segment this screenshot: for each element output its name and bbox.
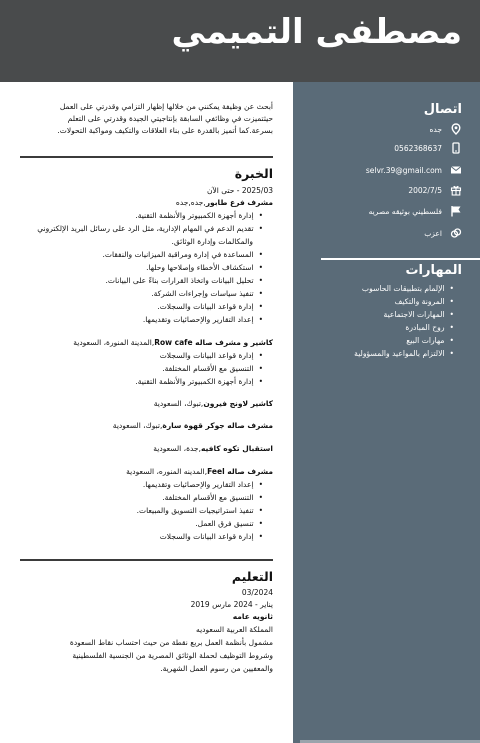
skills-title: المهارات — [405, 263, 462, 278]
contact-nationality — [369, 203, 462, 219]
section-divider — [20, 559, 273, 561]
job-location: ,تبوك، السعودية — [153, 399, 204, 408]
skill-item: • المرونة والتكيف — [395, 297, 454, 306]
contact-email-text: selvr.39@gmail.com — [365, 165, 442, 175]
job-bullet: • إعداد التقارير والإحصائيات وتقديمها. — [143, 315, 263, 325]
objective-line: حيثتميزت في وظائفي السابقة بإنتاجيتي الجيدة وقدرتي على التعلم — [67, 114, 273, 123]
section-divider — [20, 156, 273, 158]
job-location: ,المدينه المنوره، السعودية — [126, 467, 208, 476]
job-dates: 2025/03 - حتى الآن — [206, 186, 273, 195]
job-location: ,جدة، السعودية — [153, 444, 201, 453]
contact-city-text: جده — [429, 124, 442, 134]
job-bullet: • تنسيق فرق العمل. — [195, 519, 263, 529]
job-location: ,جده,جده — [175, 198, 206, 207]
education-country: المملكة العربية السعوديه — [196, 625, 273, 634]
job-bullet: • تحليل البيانات واتخاذ القرارات بناءً على البيانات. — [106, 276, 264, 286]
contact-city — [429, 121, 462, 137]
contact-birth — [408, 182, 462, 198]
job-bullet: • إدارة أجهزة الكمبيوتر والأنظمة التقنية. — [135, 211, 263, 221]
job-heading — [126, 467, 273, 477]
job-bullet: • المساعدة في إدارة ومراقبة الميزانيات والنفقات. — [103, 250, 263, 260]
contact-birth-text: 2002/7/5 — [408, 185, 442, 195]
skill-item: • روح المبادرة — [405, 323, 454, 332]
contact-phone[interactable] — [394, 140, 462, 156]
location-pin-icon — [450, 123, 462, 135]
phone-icon — [450, 142, 462, 154]
contact-phone-text: 0562368637 — [394, 143, 442, 153]
candidate-name: مصطفى التميمي — [171, 12, 462, 52]
contact-status-text: اعزب — [424, 228, 442, 238]
objective-line: أبحث عن وظيفة يمكنني من خلالها إظهار التزامي وقدرتي على العمل — [59, 102, 273, 111]
objective-line: بسرعة.كما أتميز بالقدرة على بناء العلاقات والتكيف ومواكبة التحولات. — [57, 126, 273, 135]
job-role: كاشير و مشرف صاله Row cafe — [154, 338, 273, 347]
education-date: 03/2024 — [241, 588, 273, 597]
job-bullet: • التنسيق مع الأقسام المختلفة. — [162, 364, 263, 374]
job-bullet: • تنفيذ سياسات وإجراءات الشركة. — [151, 289, 263, 299]
sidebar — [293, 82, 480, 743]
header-banner — [0, 0, 480, 82]
contact-status — [424, 225, 462, 241]
education-note: مشمول بأنظمة العمل بربع نقطة من حيث احتساب نقاط السعودة — [69, 638, 273, 647]
job-heading — [154, 399, 273, 409]
job-role: مشرف فرع طابور — [205, 198, 273, 207]
job-heading — [113, 421, 273, 431]
job-bullet: • تنفيذ استراتيجيات التسويق والمبيعات. — [137, 506, 263, 516]
job-bullet: • تقديم الدعم في المهام الإدارية، مثل الرد على رسائل البريد الإلكتروني — [37, 224, 263, 234]
education-title: التعليم — [231, 569, 273, 584]
job-bullet: • التنسيق مع الأقسام المختلفة. — [162, 493, 263, 503]
job-bullet: • إدارة قواعد البيانات والسجلات — [160, 532, 263, 542]
skill-item: • الإلمام بتطبيقات الحاسوب — [362, 284, 454, 293]
job-location: ,المدينة المنورة، السعودية — [73, 338, 155, 347]
job-heading — [73, 338, 273, 348]
job-role: مشرف صاله جوكر قهوة سارة — [162, 421, 273, 430]
skill-item: • مهارات البيع — [406, 336, 454, 345]
education-note: وشروط التوظيف لحملة الوثائق المصرية من الجنسية الفلسطينية — [72, 651, 273, 660]
contact-title: اتصال — [423, 102, 462, 117]
job-bullet: • إدارة قواعد البيانات والسجلات. — [157, 302, 263, 312]
job-heading — [153, 444, 273, 454]
email-icon — [450, 164, 462, 176]
experience-title: الخبرة — [234, 166, 273, 181]
job-role: مشرف صاله Feel — [207, 467, 273, 476]
skill-item: • الالتزام بالمواعيد والمسؤولية — [354, 349, 454, 358]
main-column — [0, 82, 293, 743]
job-bullet: • إدارة أجهزة الكمبيوتر والأنظمة التقنية. — [135, 377, 263, 387]
sidebar-divider — [321, 258, 480, 260]
contact-email[interactable] — [366, 162, 462, 178]
rings-icon — [450, 227, 462, 239]
job-bullet: • إدارة قواعد البيانات والسجلات — [160, 351, 263, 361]
education-degree: ثانويه عامه — [232, 612, 273, 621]
flag-icon — [450, 205, 462, 217]
job-location: ,تبوك، السعودية — [112, 421, 163, 430]
job-role: استقبال تكوه كافيه — [200, 444, 273, 453]
job-bullet: • استكشاف الأخطاء وإصلاحها وحلها. — [146, 263, 263, 273]
gift-icon — [450, 184, 462, 196]
education-note: والمعفيين من رسوم العمل الشهرية. — [160, 664, 273, 673]
job-heading — [176, 198, 273, 208]
education-period: يناير - 2024 مارس 2019 — [190, 600, 273, 609]
job-bullet-cont: والمكالمات وإدارة الوثائق. — [171, 237, 253, 246]
skill-item: • المهارات الاجتماعية — [384, 310, 454, 319]
job-bullet: • إعداد التقارير والإحصائيات وتقديمها. — [143, 480, 263, 490]
contact-nationality-text: فلسطيني بوثيقه مصريه — [368, 206, 442, 216]
job-role: كاشير لاونج فيرون — [203, 399, 273, 408]
